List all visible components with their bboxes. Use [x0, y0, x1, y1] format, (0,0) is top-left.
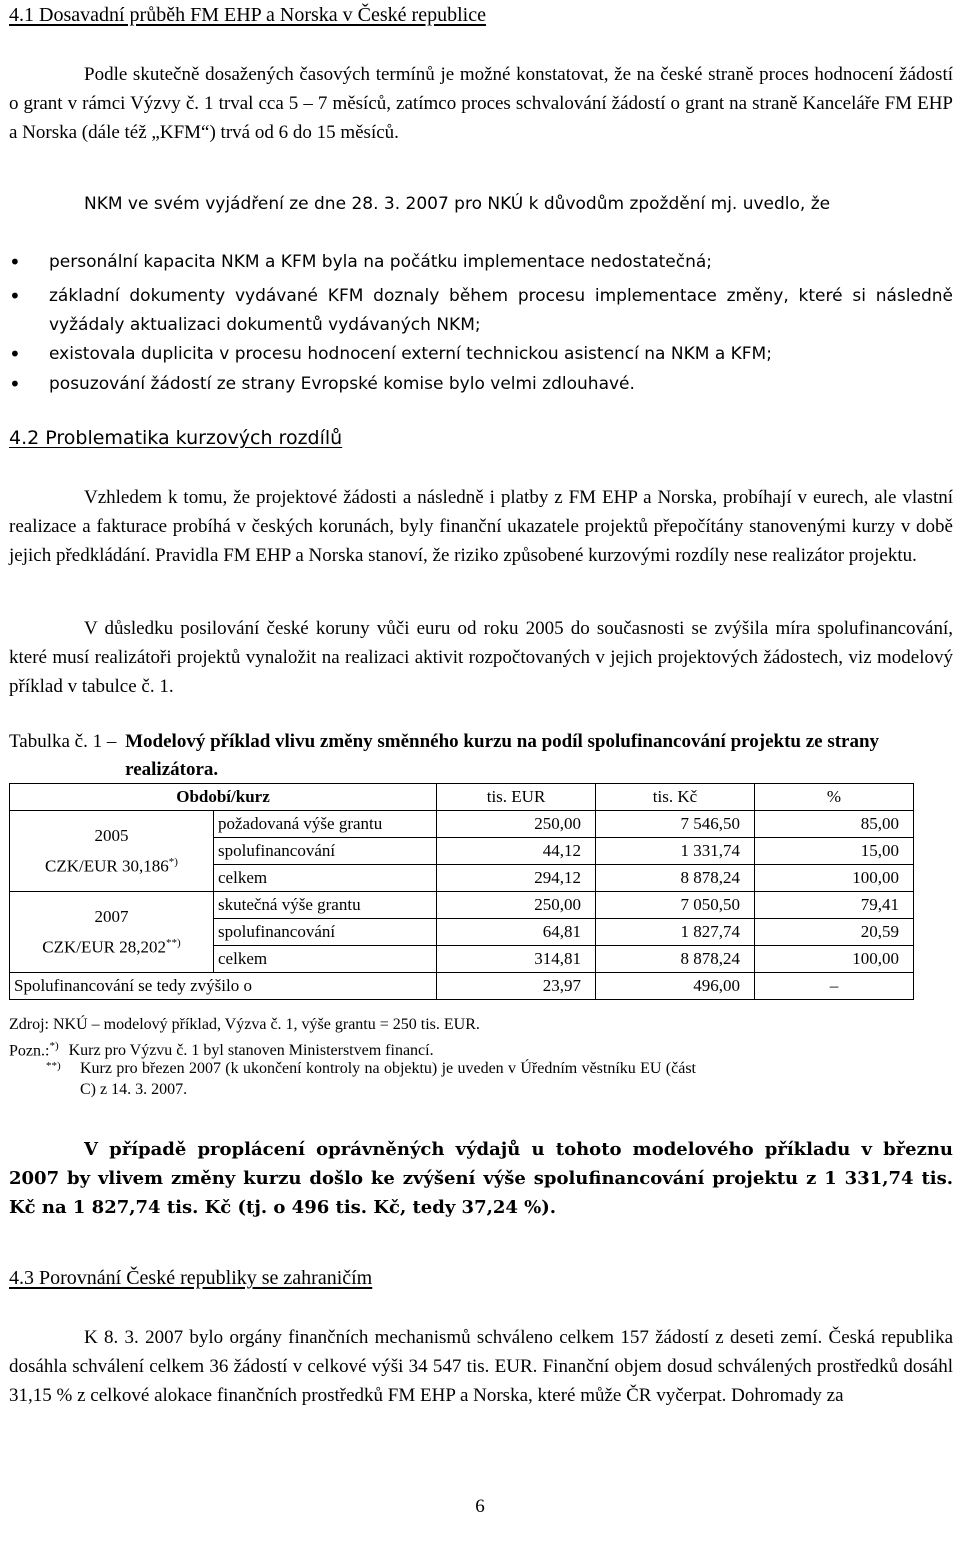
table-total-row: Spolufinancování se tedy zvýšilo o 23,97 496,00 – [10, 973, 914, 1000]
bullet-icon: • [9, 342, 21, 366]
period-2005: 2005 CZK/EUR 30,186*) [10, 811, 214, 892]
bullet-item: • existovala duplicita v procesu hodnocení externí technickou asistencí na NKM a KFM; [9, 340, 953, 369]
period-2007: 2007 CZK/EUR 28,202**) [10, 892, 214, 973]
table-source-note: Zdroj: NKÚ – modelový příklad, Výzva č. 1, výše grantu = 250 tis. EUR. [9, 1016, 480, 1033]
bullet-item: • posuzování žádostí ze strany Evropské komise bylo velmi zdlouhavé. [9, 370, 953, 399]
page-number: 6 [475, 1496, 485, 1517]
bullet-icon: • [9, 250, 21, 274]
section-4-1-paragraph-1: Podle skutečně dosažených časových termínů je možné konstatovat, že na české straně proces hodnocení žádostí o grant v rámci Výzvy č. 1 trval cca 5 – 7 měsíců, zatímco proces schvalování žádostí o grant na straně Kanceláře FM EHP a Norska (dále též „KFM“) trvá od 6 do 15 měsíců. [9, 64, 953, 143]
exchange-rate-table [9, 783, 914, 1000]
table-row: celkem 294,12 8 878,24 100,00 [10, 865, 914, 892]
table-footnote-2: **) Kurz pro březen 2007 (k ukončení kontroly na objektu) je uveden v Úředním věstníku EU (část C) z 14. 3. 2007. [46, 1060, 696, 1098]
bullet-icon: • [9, 372, 21, 396]
table-row: 2007 CZK/EUR 28,202**) skutečná výše grantu 250,00 7 050,50 79,41 [10, 892, 914, 919]
section-4-3-paragraph-1: K 8. 3. 2007 bylo orgány finančních mechanismů schváleno celkem 157 žádostí z deseti zemí. Česká republika dosáhla schválení celkem 36 žádostí v celkové výši 34 547 tis. EUR. Finanční objem dosud schválených prostředků dosáhl 31,15 % z celkové alokace finančních prostředků FM EHP a Norska, které může ČR vyčerpat. Dohromady za [9, 1327, 953, 1406]
section-4-1-title: 4.1 Dosavadní průběh FM EHP a Norska v České republice [9, 4, 486, 26]
table-footnote-1: Pozn.:*) Kurz pro Výzvu č. 1 byl stanoven Ministerstvem financí. [9, 1040, 434, 1060]
bullet-item: • základní dokumenty vydávané KFM doznaly během procesu implementace změny, které si následně vyžádaly aktualizaci dokumentů vydávaných NKM; [9, 284, 953, 335]
table-header-row: Období/kurz tis. EUR tis. Kč % [10, 784, 914, 811]
section-4-2-title: 4.2 Problematika kurzových rozdílů [9, 427, 343, 449]
table-row: celkem 314,81 8 878,24 100,00 [10, 946, 914, 973]
bold-conclusion-paragraph: V případě proplácení oprávněných výdajů u tohoto modelového příkladu v březnu 2007 by vlivem změny kurzu došlo ke zvýšení výše spolufinancování projektu z 1 331,74 tis. Kč na 1 827,74 tis. Kč (tj. o 496 tis. Kč, tedy 37,24 %). [9, 1139, 953, 1218]
section-4-1-paragraph-2: NKM ve svém vyjádření ze dne 28. 3. 2007 pro NKÚ k důvodům zpoždění mj. uvedlo, že [84, 194, 831, 214]
section-4-2-paragraph-1: Vzhledem k tomu, že projektové žádosti a následně i platby z FM EHP a Norska, probíhají v eurech, ale vlastní realizace a fakturace probíhá v českých korunách, byly finanční ukazatele projektů přepočítány stanovenými kurzy v době jejich předkládání. Pravidla FM EHP a Norska stanoví, že riziko způsobené kurzovými rozdíly nese realizátor projektu. [9, 487, 953, 566]
table-row: 2005 CZK/EUR 30,186*) požadovaná výše grantu 250,00 7 546,50 85,00 [10, 811, 914, 838]
section-4-2-paragraph-2: V důsledku posilování české koruny vůči euru od roku 2005 do současnosti se zvýšila míra spolufinancování, které musí realizátoři projektů vynaložit na realizaci aktivit rozpočtovaných v jejich projektových žádostech, viz modelový příklad v tabulce č. 1. [9, 618, 953, 697]
section-4-3-title: 4.3 Porovnání České republiky se zahraničím [9, 1267, 373, 1289]
bullet-item: • personální kapacita NKM a KFM byla na počátku implementace nedostatečná; [9, 248, 953, 277]
bullet-icon: • [9, 284, 21, 308]
table-row: spolufinancování 44,12 1 331,74 15,00 [10, 838, 914, 865]
table-row: spolufinancování 64,81 1 827,74 20,59 [10, 919, 914, 946]
table-caption: Tabulka č. 1 – Modelový příklad vlivu změny směnného kurzu na podíl spolufinancování projektu ze strany realizátora. [9, 731, 880, 780]
